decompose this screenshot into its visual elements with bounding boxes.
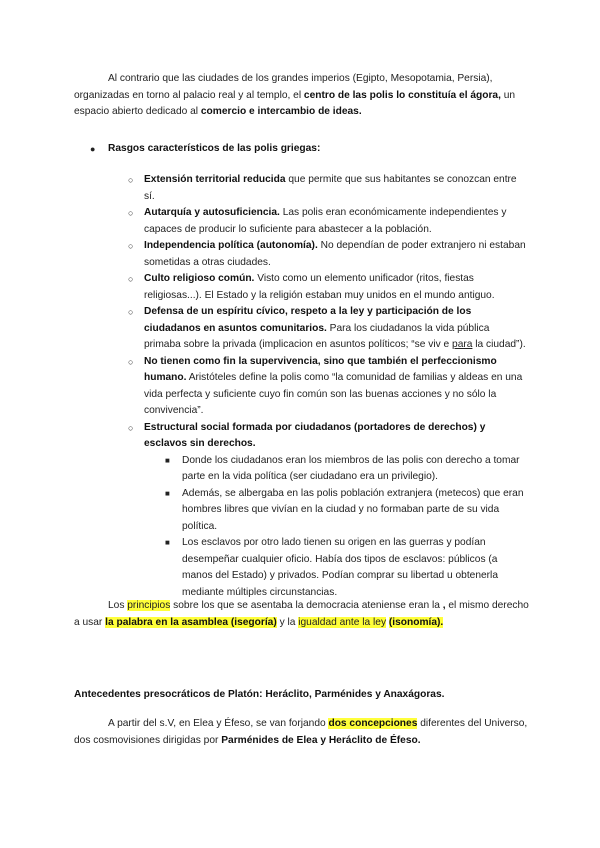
text: el mismo derecho a usar bbox=[74, 600, 529, 628]
underlined-word: para bbox=[452, 339, 473, 350]
rasgos-heading: Rasgos característicos de las polis griegas: bbox=[108, 143, 321, 154]
item-bold: Defensa de un espíritu cívico, respeto a la ley y participación de los ciudadanos en asuntos comunitarios. bbox=[144, 306, 472, 334]
item-bold: Independencia política (autonomía). bbox=[144, 240, 318, 251]
bullet-icon: ● bbox=[90, 144, 96, 154]
rasgos-heading-item bbox=[90, 141, 528, 158]
list-item bbox=[128, 420, 526, 602]
rasgos-list bbox=[128, 172, 526, 601]
intro-bold-comercio: comercio e intercambio de ideas. bbox=[200, 106, 362, 117]
circle-bullet-icon: ○ bbox=[128, 208, 134, 218]
principios-paragraph bbox=[74, 598, 534, 631]
sub-item-text: Además, se albergaba en las polis población extranjera (metecos) que eran hombres libres que vivían en la ciudad y no formaban parte de su vida política. bbox=[182, 487, 524, 532]
text: y la bbox=[276, 616, 299, 628]
text: Los bbox=[108, 600, 128, 611]
text: diferentes del Universo, dos cosmovisiones dirigidas por bbox=[74, 718, 528, 746]
list-item bbox=[128, 172, 526, 205]
sub-list-item bbox=[165, 453, 526, 486]
circle-bullet-icon: ○ bbox=[128, 356, 134, 367]
item-text: Aristóteles define la polis como “la comunidad de familias y aldeas en una vida perfecta y suficiente cuyo fin común son las buenas acciones y no sólo la convivencia”. bbox=[144, 372, 523, 416]
item-bold: Autarquía y autosuficiencia. bbox=[144, 207, 280, 218]
item-bold: No tienen como fin la supervivencia, sino que también el perfeccionismo humano. bbox=[144, 355, 497, 383]
square-bullet-icon: ■ bbox=[165, 488, 170, 498]
square-bullet-icon: ■ bbox=[165, 455, 170, 465]
list-item bbox=[128, 238, 526, 271]
highlight-isonomia: (isonomía). bbox=[388, 616, 444, 628]
circle-bullet-icon: ○ bbox=[128, 307, 134, 317]
text: A partir del s.V, en Elea y Éfeso, se van forjando bbox=[108, 718, 329, 729]
list-item bbox=[128, 354, 526, 420]
item-bold: Estructural social formada por ciudadanos (portadores de derechos) y esclavos sin derechos. bbox=[144, 421, 486, 449]
highlight-igualdad: igualdad ante la ley bbox=[298, 616, 387, 628]
circle-bullet-icon: ○ bbox=[128, 241, 134, 251]
social-structure-sublist bbox=[165, 453, 526, 602]
highlight-dos-concepciones: dos concepciones bbox=[328, 718, 418, 729]
item-text: No dependían de poder extranjero ni estaban sometidas a otras ciudades. bbox=[144, 240, 526, 268]
intro-text: Al contrario que las ciudades de los grandes imperios (Egipto, Mesopotamia, Persia), organizadas en torno al palacio real y al templo, el bbox=[74, 73, 493, 101]
circle-bullet-icon: ○ bbox=[128, 422, 134, 433]
item-text: Para los ciudadanos la vida pública primaba sobre la privada (implicacion en asuntos políticos; “se viv e bbox=[144, 322, 490, 350]
square-bullet-icon: ■ bbox=[165, 538, 170, 547]
list-item bbox=[128, 271, 526, 304]
list-item bbox=[128, 205, 526, 238]
list-item bbox=[128, 304, 526, 354]
item-text: que permite que sus habitantes se conozcan entre sí. bbox=[144, 174, 517, 202]
highlight-isegoria: la palabra en la asamblea (isegoría) bbox=[105, 616, 277, 628]
sub-item-text: Donde los ciudadanos eran los miembros de las polis con derecho a tomar parte en la vida política (ser ciudadano era un privilegio). bbox=[182, 454, 520, 482]
sub-item-text: Los esclavos por otro lado tienen su origen en las guerras y podían desempeñar cualquier oficio. Había dos tipos de esclavos: públicos (a manos del Estado) y privados. Podían comprar su libertad u obtenerla mediante múltiples circunstancias. bbox=[182, 537, 498, 598]
sub-list-item bbox=[165, 535, 526, 601]
bold-philosophers: Parménides de Elea y Heráclito de Éfeso. bbox=[221, 734, 421, 746]
antecedentes-paragraph bbox=[74, 716, 534, 749]
item-text: Las polis eran económicamente independientes y capaces de producir lo suficiente para abastecer a la población. bbox=[144, 207, 507, 235]
intro-text-2: un espacio abierto dedicado al bbox=[74, 89, 516, 117]
item-bold: Extensión territorial reducida bbox=[144, 174, 286, 185]
item-text: Visto como un elemento unificador (ritos, fiestas religiosas...). El Estado y la religión estaban muy unidos en el mundo antiguo. bbox=[144, 273, 495, 301]
circle-bullet-icon: ○ bbox=[128, 175, 134, 185]
bold-comma: , bbox=[442, 600, 446, 611]
text: sobre los que se asentaba la democracia ateniense eran la bbox=[170, 600, 443, 611]
circle-bullet-icon: ○ bbox=[128, 274, 134, 284]
intro-bold-agora: centro de las polis lo constituía el ágora, bbox=[303, 89, 501, 101]
sub-list-item bbox=[165, 486, 526, 536]
item-text-end: la ciudad”). bbox=[472, 339, 526, 350]
section-heading bbox=[74, 687, 534, 704]
highlight-principios: principios bbox=[127, 600, 171, 611]
item-bold: Culto religioso común. bbox=[144, 273, 255, 284]
intro-paragraph bbox=[74, 71, 534, 121]
heading-text: Antecedentes presocráticos de Platón: Heráclito, Parménides y Anaxágoras. bbox=[74, 689, 445, 700]
